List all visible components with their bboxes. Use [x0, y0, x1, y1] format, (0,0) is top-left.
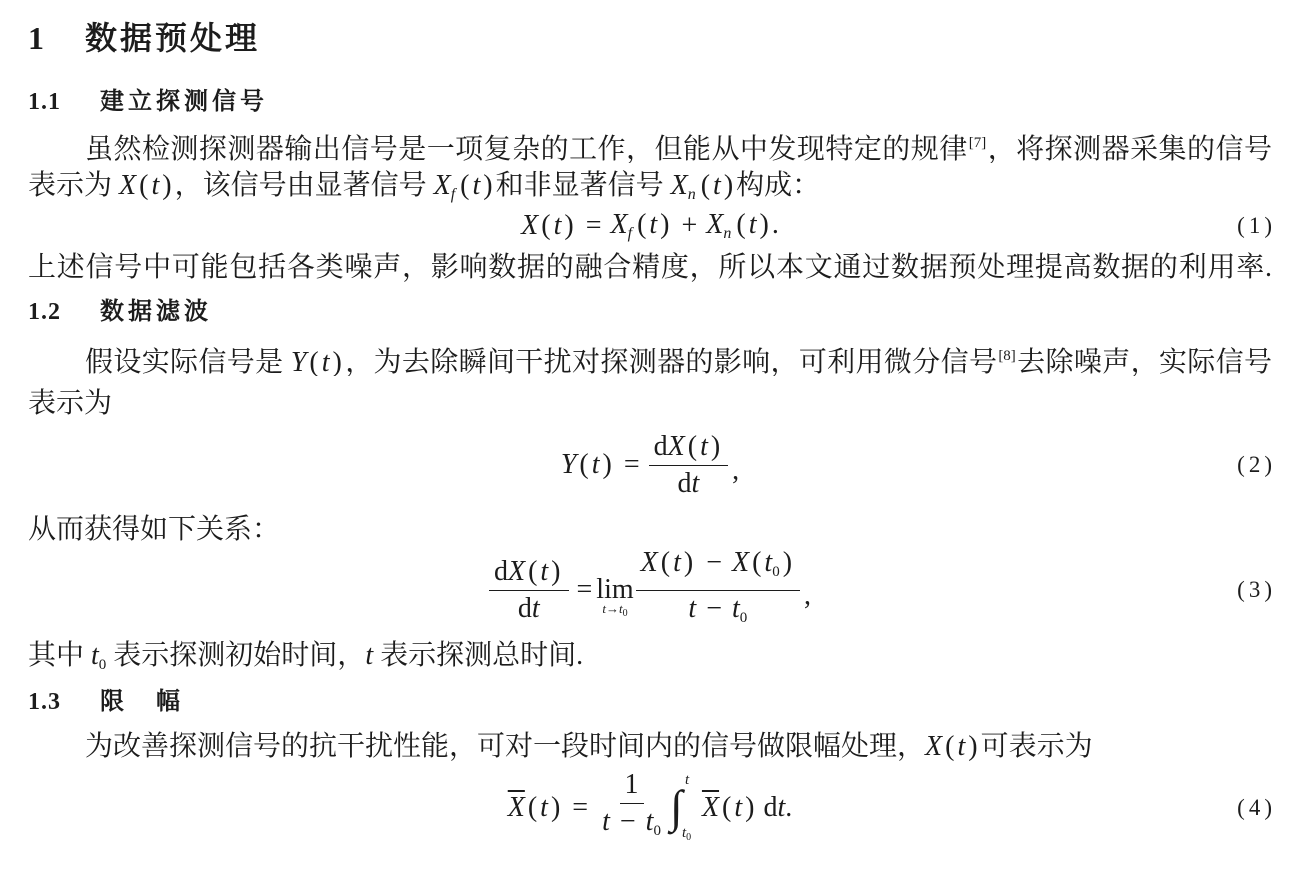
var-x-bar: $\overline{X}$	[701, 792, 720, 823]
equation-number: (3)	[1237, 577, 1276, 602]
numerator-one: 1	[624, 769, 639, 800]
math-x-of-t	[521, 210, 577, 242]
fraction-reciprocal	[597, 768, 666, 848]
paren-close: )	[683, 546, 694, 578]
var-x: X	[667, 430, 685, 462]
period: .	[771, 209, 779, 240]
math-x-of-t	[925, 731, 981, 762]
subscript-0: 0	[98, 657, 107, 673]
subscript-n: n	[723, 225, 732, 242]
math-t-zero	[91, 640, 106, 671]
var-x: X	[670, 170, 688, 201]
paragraph-line	[28, 510, 1272, 550]
subscript-f: f	[450, 186, 456, 203]
var-x-bar: $\overline{X}$	[507, 792, 525, 823]
lower-limit-t0	[682, 825, 691, 846]
differential-d: d	[653, 430, 668, 462]
subscript-n: n	[687, 186, 696, 203]
subsection-title: 数据滤波	[100, 297, 212, 325]
paren-open: (	[541, 210, 551, 241]
subsection-heading-1-3	[28, 681, 1272, 721]
text-segment: ，为去除瞬间干扰对探测器的影响，可利用微分信号	[344, 347, 998, 376]
paren-close: )	[483, 170, 493, 201]
text-segment: 表示为	[28, 170, 120, 201]
math-x-n-of-t	[671, 170, 737, 201]
var-t: t	[531, 592, 540, 624]
paragraph-line	[85, 336, 1272, 376]
fraction-derivative	[649, 430, 729, 501]
paren-open: (	[660, 546, 671, 578]
var-t: t	[553, 210, 562, 241]
paragraph-line	[28, 166, 1272, 206]
var-t: t	[700, 430, 708, 462]
paren-open: (	[579, 449, 589, 480]
numerator	[620, 768, 644, 804]
var-t: t	[734, 792, 743, 823]
citation-8: [8]	[998, 348, 1016, 364]
paren-close: )	[723, 170, 734, 201]
subsection-heading-1-2	[28, 291, 1272, 331]
paren-open: (	[700, 170, 711, 201]
paren-close: )	[968, 731, 978, 762]
subsection-title: 建立探测信号	[100, 87, 268, 115]
differential-d: d	[763, 792, 778, 823]
math-x-f-of-t	[611, 209, 673, 243]
paren-close: )	[759, 209, 769, 240]
paren-open: (	[722, 792, 732, 823]
var-t: t	[673, 546, 681, 578]
numerator	[489, 555, 569, 591]
paren-close: )	[162, 170, 172, 201]
var-t: t	[472, 170, 481, 201]
paragraph-line	[85, 727, 1272, 767]
paren-open: (	[687, 430, 698, 462]
paragraph-line	[28, 248, 1272, 288]
differential-d: d	[517, 592, 532, 624]
numerator	[649, 430, 729, 466]
subscript-0: 0	[622, 608, 628, 619]
text-segment: 从而获得如下关系：	[28, 514, 281, 545]
text-segment: 表示探测总时间.	[373, 640, 584, 671]
var-t: t	[764, 546, 773, 578]
equation-number: (4)	[1237, 795, 1276, 820]
subscript-0: 0	[739, 609, 748, 626]
text-segment: 表示为	[28, 388, 113, 419]
var-x: X	[521, 210, 539, 241]
equals-sign: =	[585, 210, 602, 241]
equation-2	[0, 425, 1300, 505]
equation-number: (2)	[1237, 452, 1276, 477]
var-t: t	[691, 467, 700, 499]
var-x: X	[731, 546, 750, 578]
paren-close: )	[602, 449, 612, 480]
var-x: X	[640, 546, 658, 578]
var-t: t	[151, 170, 160, 201]
text-segment: 表示探测初始时间，	[106, 640, 366, 671]
text-segment: 和非显著信号	[495, 170, 671, 201]
var-t: t	[748, 209, 757, 240]
var-t: t	[91, 640, 99, 671]
var-y: Y	[560, 449, 577, 480]
denominator	[513, 591, 545, 626]
minus-sign: −	[706, 546, 722, 578]
paren-open: (	[752, 546, 762, 578]
citation-7: [7]	[968, 135, 987, 151]
paragraph-line	[85, 123, 1272, 163]
equals-sign: =	[576, 574, 593, 605]
paren-close: )	[710, 430, 721, 462]
var-x: X	[433, 170, 451, 201]
var-t: t	[649, 209, 658, 240]
subsection-heading-1-1	[28, 81, 1272, 121]
var-t: t	[365, 640, 374, 671]
limit-operator	[596, 573, 634, 619]
period: .	[785, 792, 793, 823]
var-t: t	[645, 806, 654, 837]
equation-3	[0, 546, 1300, 630]
var-x: X	[706, 209, 724, 240]
paren-close: )	[551, 555, 561, 587]
var-t: t	[602, 601, 606, 616]
comma: ,	[732, 455, 740, 486]
paragraph-line	[28, 636, 1272, 676]
denominator	[597, 804, 666, 848]
var-x: X	[610, 209, 628, 240]
differential-d: d	[493, 555, 508, 587]
subsection-number: 1.2	[28, 299, 61, 325]
subsection-title: 限 幅	[100, 687, 184, 715]
text-segment: 为改善探测信号的抗干扰性能，可对一段时间内的信号做限幅处理，	[85, 731, 926, 762]
plus-sign: +	[681, 210, 698, 241]
paren-close: )	[332, 347, 342, 376]
math-x-bar-of-t	[702, 792, 758, 824]
math-x-n-of-t	[706, 209, 779, 243]
text-segment: 构成：	[736, 170, 821, 201]
integral	[668, 772, 698, 843]
var-t: t	[540, 792, 548, 823]
arrow: →	[605, 601, 619, 616]
var-x: X	[925, 731, 943, 762]
paren-open: (	[528, 555, 538, 587]
var-t: t	[688, 592, 697, 624]
paren-close: )	[660, 209, 670, 240]
paren-open: (	[527, 792, 538, 823]
subscript-0: 0	[686, 832, 692, 843]
paren-open: (	[139, 170, 149, 201]
math-x-f-of-t	[434, 170, 496, 201]
var-t: t	[713, 170, 721, 201]
limit-subscript	[602, 601, 627, 622]
paren-close: )	[745, 792, 755, 823]
var-t: t	[591, 449, 600, 480]
numerator	[636, 546, 800, 591]
var-x: X	[507, 555, 526, 587]
upper-limit-t: t	[684, 772, 690, 788]
section-heading	[28, 16, 1272, 60]
math-y-of-t	[561, 449, 615, 481]
subscript-f: f	[627, 225, 633, 242]
var-y: Y	[290, 347, 307, 376]
equals-sign: =	[623, 449, 640, 480]
denominator	[673, 466, 705, 501]
paragraph-line	[28, 384, 1272, 424]
var-t: t	[957, 731, 966, 762]
text-segment: 可表示为	[980, 731, 1093, 762]
text-segment: 假设实际信号是	[85, 347, 291, 376]
denominator	[683, 591, 752, 635]
equals-sign: =	[572, 792, 589, 823]
subsection-number: 1.1	[28, 89, 61, 115]
math-x-of-t	[119, 170, 175, 201]
paren-open: (	[945, 731, 955, 762]
paren-open: (	[309, 347, 319, 376]
section-title: 数据预处理	[85, 19, 261, 57]
math-x-bar-of-t	[508, 792, 564, 824]
text-segment: ，该信号由显著信号	[174, 170, 434, 201]
fraction-derivative	[489, 555, 569, 626]
math-y-of-t	[291, 347, 345, 376]
var-t: t	[321, 347, 330, 376]
comma: ,	[804, 580, 812, 611]
paren-open: (	[637, 209, 647, 240]
text-segment: 虽然检测探测器输出信号是一项复杂的工作，但能从中发现特定的规律	[85, 134, 968, 163]
integral-sign: ∫	[669, 781, 683, 833]
section-number: 1	[28, 20, 44, 56]
paren-close: )	[550, 792, 561, 823]
text-segment: 其中	[28, 640, 92, 671]
minus-sign: −	[706, 592, 722, 624]
var-t: t	[618, 601, 623, 616]
equation-4	[0, 768, 1300, 848]
text-segment: 去除噪声，实际信号	[1016, 347, 1272, 376]
paren-open: (	[460, 170, 470, 201]
fraction-difference-quotient	[636, 546, 800, 635]
equation-number: (1)	[1237, 213, 1276, 238]
lim-text: lim	[596, 574, 634, 605]
var-t: t	[540, 555, 549, 587]
text-segment: 上述信号中可能包括各类噪声，影响数据的融合精度，所以本文通过数据预处理提高数据的利用率.	[28, 252, 1272, 283]
paren-open: (	[736, 209, 746, 240]
math-dt	[763, 792, 792, 824]
var-t: t	[731, 592, 740, 624]
subscript-0: 0	[772, 563, 780, 580]
paren-close: )	[782, 546, 793, 578]
text-segment: ，将探测器采集的信号	[987, 134, 1272, 163]
var-t: t	[602, 806, 610, 837]
equation-1	[0, 206, 1300, 246]
subsection-number: 1.3	[28, 689, 61, 715]
minus-sign: −	[619, 806, 636, 837]
var-x: X	[119, 170, 137, 201]
var-t: t	[777, 792, 786, 823]
subscript-0: 0	[653, 823, 661, 839]
differential-d: d	[677, 467, 692, 499]
var-t: t	[681, 825, 687, 841]
paren-close: )	[564, 210, 574, 241]
